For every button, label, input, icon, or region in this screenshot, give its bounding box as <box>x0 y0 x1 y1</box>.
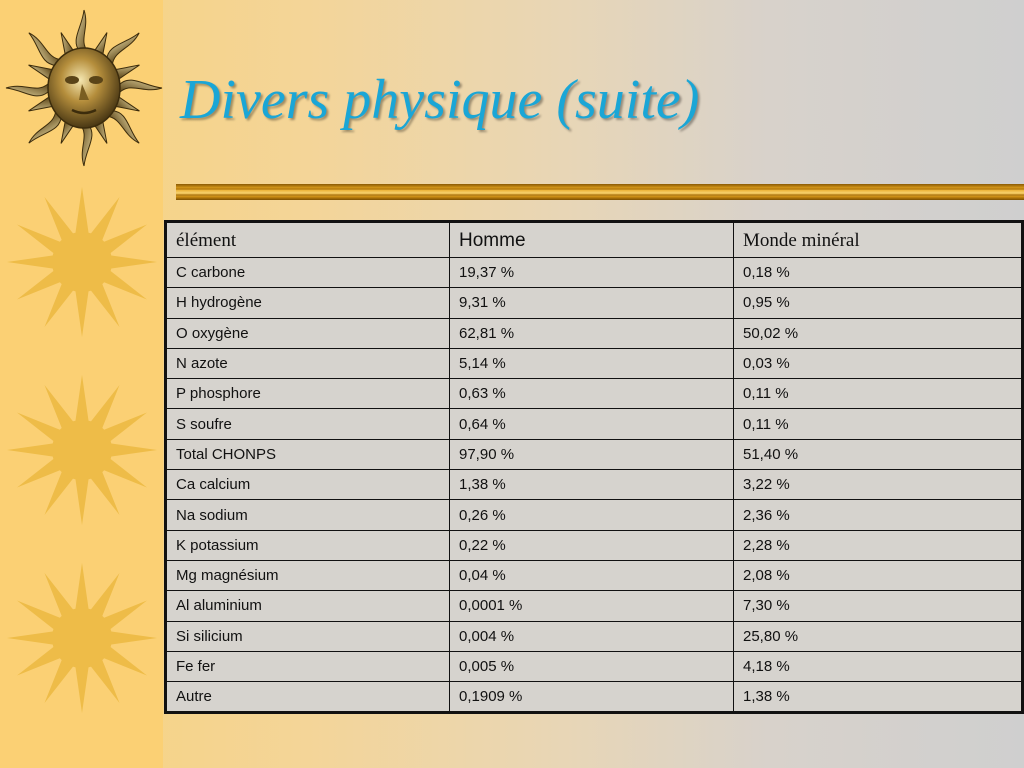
table-row <box>166 591 1023 621</box>
table-row <box>166 288 1023 318</box>
table-row <box>166 258 1023 288</box>
slide-title: Divers physique (suite) <box>180 69 700 131</box>
cell-monde-mineral: 0,11 % <box>734 379 1023 409</box>
cell-element: O oxygène <box>166 318 450 348</box>
cell-element: Na sodium <box>166 500 450 530</box>
column-header-homme: Homme <box>450 222 734 258</box>
table-row <box>166 530 1023 560</box>
cell-monde-mineral: 1,38 % <box>734 682 1023 713</box>
cell-monde-mineral: 0,11 % <box>734 409 1023 439</box>
table-row <box>166 379 1023 409</box>
cell-monde-mineral: 3,22 % <box>734 470 1023 500</box>
table-row <box>166 621 1023 651</box>
cell-homme: 9,31 % <box>450 288 734 318</box>
column-header-monde-mineral: Monde minéral <box>734 222 1023 258</box>
column-header-element: élément <box>166 222 450 258</box>
cell-monde-mineral: 0,03 % <box>734 348 1023 378</box>
cell-element: S soufre <box>166 409 450 439</box>
cell-homme: 0,22 % <box>450 530 734 560</box>
table-header-row <box>166 222 1023 258</box>
cell-homme: 97,90 % <box>450 439 734 469</box>
sun-face-icon <box>4 6 164 171</box>
cell-element: Al aluminium <box>166 591 450 621</box>
cell-homme: 0,0001 % <box>450 591 734 621</box>
table-row <box>166 348 1023 378</box>
table-row <box>166 682 1023 713</box>
table-row <box>166 560 1023 590</box>
cell-homme: 0,64 % <box>450 409 734 439</box>
cell-homme: 62,81 % <box>450 318 734 348</box>
title-divider <box>176 182 1024 202</box>
cell-homme: 5,14 % <box>450 348 734 378</box>
composition-table <box>164 220 1021 714</box>
sun-icon <box>2 558 162 718</box>
cell-monde-mineral: 2,28 % <box>734 530 1023 560</box>
cell-homme: 0,26 % <box>450 500 734 530</box>
cell-homme: 0,1909 % <box>450 682 734 713</box>
cell-monde-mineral: 25,80 % <box>734 621 1023 651</box>
cell-element: Si silicium <box>166 621 450 651</box>
table-row <box>166 439 1023 469</box>
table-row <box>166 318 1023 348</box>
cell-monde-mineral: 50,02 % <box>734 318 1023 348</box>
cell-element: Autre <box>166 682 450 713</box>
table-row <box>166 651 1023 681</box>
cell-homme: 0,005 % <box>450 651 734 681</box>
cell-monde-mineral: 0,18 % <box>734 258 1023 288</box>
cell-monde-mineral: 51,40 % <box>734 439 1023 469</box>
cell-element: H hydrogène <box>166 288 450 318</box>
cell-element: Mg magnésium <box>166 560 450 590</box>
sun-icon <box>2 370 162 530</box>
cell-element: Fe fer <box>166 651 450 681</box>
table-row <box>166 470 1023 500</box>
cell-homme: 0,04 % <box>450 560 734 590</box>
cell-monde-mineral: 2,08 % <box>734 560 1023 590</box>
table-row <box>166 409 1023 439</box>
cell-element: N azote <box>166 348 450 378</box>
cell-element: Ca calcium <box>166 470 450 500</box>
cell-homme: 19,37 % <box>450 258 734 288</box>
cell-homme: 0,63 % <box>450 379 734 409</box>
cell-element: C carbone <box>166 258 450 288</box>
cell-element: P phosphore <box>166 379 450 409</box>
cell-element: Total CHONPS <box>166 439 450 469</box>
cell-monde-mineral: 7,30 % <box>734 591 1023 621</box>
table-row <box>166 500 1023 530</box>
cell-monde-mineral: 0,95 % <box>734 288 1023 318</box>
cell-homme: 1,38 % <box>450 470 734 500</box>
cell-monde-mineral: 2,36 % <box>734 500 1023 530</box>
cell-element: K potassium <box>166 530 450 560</box>
sun-icon <box>2 182 162 342</box>
cell-homme: 0,004 % <box>450 621 734 651</box>
cell-monde-mineral: 4,18 % <box>734 651 1023 681</box>
